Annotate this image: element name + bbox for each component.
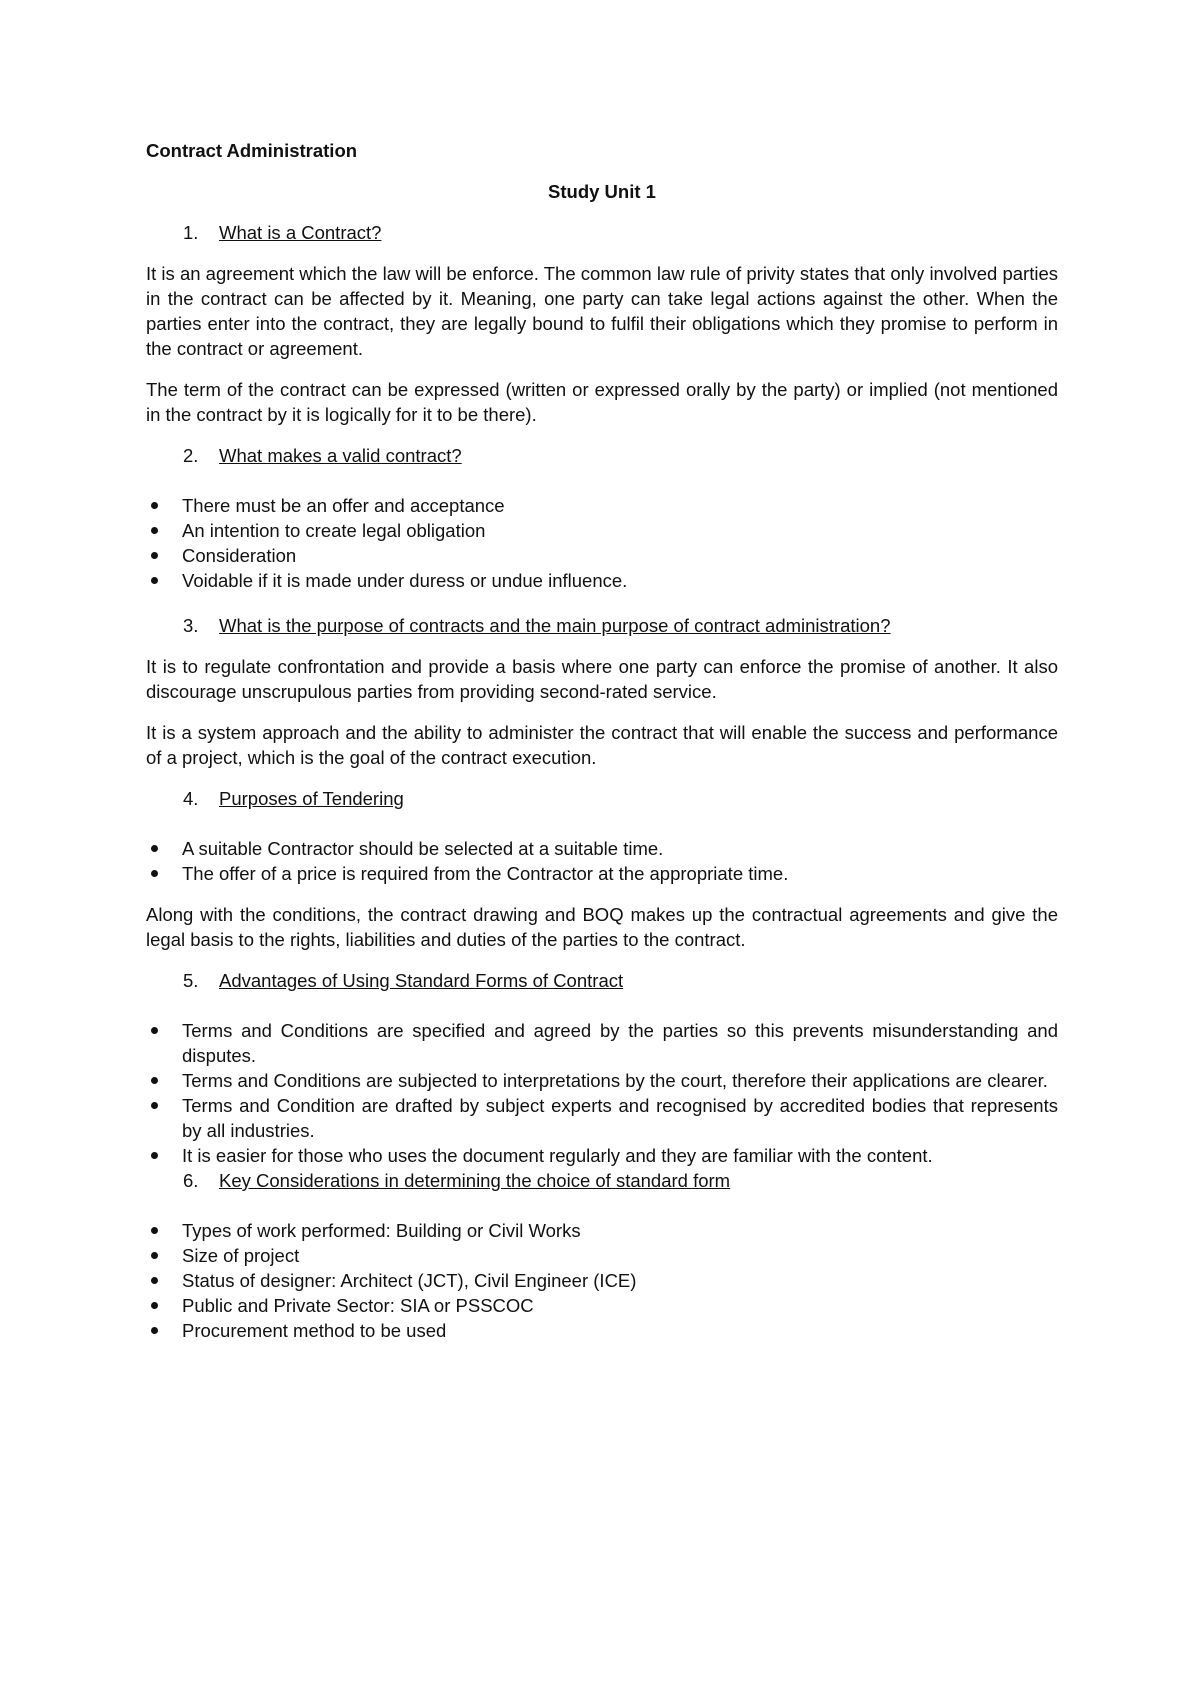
section-heading-text: What is the purpose of contracts and the main purpose of contract administration?: [219, 615, 891, 636]
document-subtitle: Study Unit 1: [548, 181, 656, 202]
section-heading-text: Advantages of Using Standard Forms of Contract: [219, 970, 624, 991]
bullet-list: [146, 836, 1058, 886]
list-item: Procurement method to be used: [146, 1318, 1058, 1343]
section-number: 3.: [183, 615, 199, 636]
paragraph: It is an agreement which the law will be enforce. The common law rule of privity states that only involved parties in the contract can be affected by it. Meaning, one party can take legal actions against the other. When the parties enter into the contract, they are legally bound to fulfil their obligations which they promise to perform in the contract or agreement.: [146, 263, 1058, 359]
section-heading-text: Key Considerations in determining the choice of standard form: [219, 1170, 731, 1191]
paragraph: It is to regulate confrontation and provide a basis where one party can enforce the promise of another. It also discourage unscrupulous parties from providing second-rated service.: [146, 656, 1058, 702]
list-item: Status of designer: Architect (JCT), Civil Engineer (ICE): [146, 1268, 1058, 1293]
section-number: 2.: [183, 445, 199, 466]
list-item: Size of project: [146, 1243, 1058, 1268]
bullet-list: [146, 493, 1058, 593]
list-item: A suitable Contractor should be selected at a suitable time.: [146, 836, 1058, 861]
list-item: Consideration: [146, 543, 1058, 568]
list-item: Terms and Conditions are subjected to interpretations by the court, therefore their applications are clearer.: [146, 1068, 1058, 1093]
document-page: [146, 138, 1058, 1343]
section-4-heading: [146, 786, 1058, 811]
section-number: 6.: [183, 1170, 199, 1191]
list-item: The offer of a price is required from the Contractor at the appropriate time.: [146, 861, 1058, 886]
section-3-heading: [146, 613, 1058, 638]
list-item: It is easier for those who uses the document regularly and they are familiar with the content.: [146, 1143, 1058, 1168]
list-item: Terms and Condition are drafted by subject experts and recognised by accredited bodies that represents by all industries.: [146, 1093, 1058, 1143]
bullet-list: [146, 1018, 1058, 1168]
bullet-list: [146, 1218, 1058, 1343]
section-2-heading: [146, 443, 1058, 468]
section-heading-text: What is a Contract?: [219, 222, 382, 243]
section-1-heading: [146, 220, 1058, 245]
list-item: Types of work performed: Building or Civil Works: [146, 1218, 1058, 1243]
list-item: There must be an offer and acceptance: [146, 493, 1058, 518]
document-title: Contract Administration: [146, 140, 358, 161]
list-item: An intention to create legal obligation: [146, 518, 1058, 543]
section-heading-text: What makes a valid contract?: [219, 445, 462, 466]
section-number: 1.: [183, 222, 199, 243]
section-5-heading: [146, 968, 1058, 993]
section-number: 4.: [183, 788, 199, 809]
paragraph: Along with the conditions, the contract drawing and BOQ makes up the contractual agreements and give the legal basis to the rights, liabilities and duties of the parties to the contract.: [146, 904, 1058, 950]
list-item: Public and Private Sector: SIA or PSSCOC: [146, 1293, 1058, 1318]
list-item: Voidable if it is made under duress or undue influence.: [146, 568, 1058, 593]
list-item: Terms and Conditions are specified and agreed by the parties so this prevents misunderstanding and disputes.: [146, 1018, 1058, 1068]
section-number: 5.: [183, 970, 199, 991]
section-6-heading: [146, 1168, 1058, 1193]
paragraph: It is a system approach and the ability to administer the contract that will enable the success and performance of a project, which is the goal of the contract execution.: [146, 722, 1058, 768]
paragraph: The term of the contract can be expressed (written or expressed orally by the party) or implied (not mentioned in the contract by it is logically for it to be there).: [146, 379, 1058, 425]
section-heading-text: Purposes of Tendering: [219, 788, 404, 809]
